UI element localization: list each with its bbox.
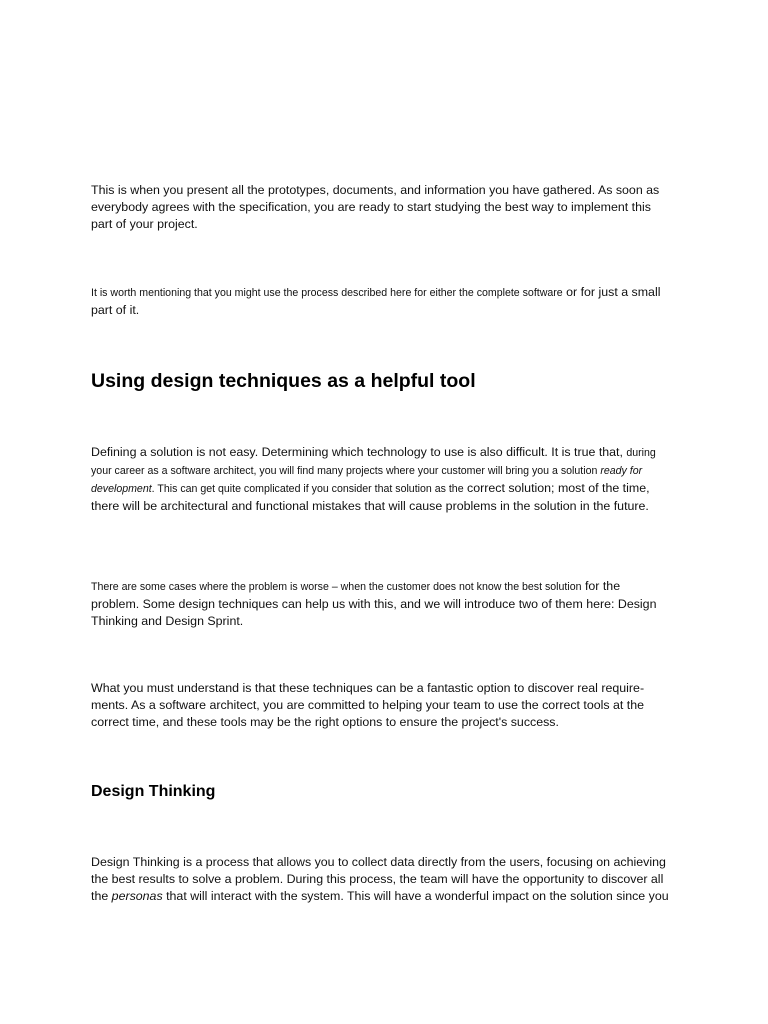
italic-text-run: ready for development [91, 465, 643, 495]
paragraph-text: What you must understand is that these techniques can be a fantastic option to discover real require-ments. As a software architect, you are committed to helping your team to use the correct tools at the correct time, and these tools may be the right options to ensure the project's success. [91, 681, 645, 729]
italic-text-run: personas [111, 889, 163, 903]
paragraph-process-scope [91, 284, 671, 319]
small-text-run: There are some cases where the problem is worse – when the customer does not know the best solution [91, 581, 582, 593]
text-run: or for just a small part of it. [91, 285, 661, 317]
text-run: correct solution; most of the time, there will be architectural and functional mistakes that will cause problems in the solution in the future. [91, 481, 650, 513]
text-run: Defining a solution is not easy. Determining which technology to use is also difficult. It is true that, [91, 445, 627, 459]
paragraph-defining-solution [91, 444, 671, 515]
text-run: for the problem. Some design techniques can help us with this, and we will introduce two of them here: Design Thinking and Design Sprint. [91, 579, 657, 628]
paragraph-design-techniques [91, 578, 671, 630]
text-run: Design Thinking is a process that allows you to collect data directly from the users, focusing on achieving the best results to solve a problem. During this process, the team will have the opportunity to discover all the [91, 855, 666, 903]
paragraph-real-requirements [91, 680, 671, 731]
paragraph-design-thinking [91, 854, 671, 905]
small-text-run: during your career as a software architect, you will find many projects where your customer will bring you a solution [91, 447, 656, 477]
paragraph-specification [91, 182, 671, 233]
text-run: that will interact with the system. This will have a wonderful impact on the solution since you [162, 889, 669, 903]
small-text-run: . This can get quite complicated if you consider that solution as the [151, 483, 464, 495]
subsection-heading: Design Thinking [91, 783, 216, 800]
paragraph-text: This is when you present all the prototypes, documents, and information you have gathered. As soon as everybody agrees with the specification, you are ready to start studying the best way to implement this part of your project. [91, 183, 660, 231]
small-text-run: It is worth mentioning that you might use the process described here for either the complete software [91, 287, 563, 299]
section-heading: Using design techniques as a helpful tool [91, 370, 476, 392]
